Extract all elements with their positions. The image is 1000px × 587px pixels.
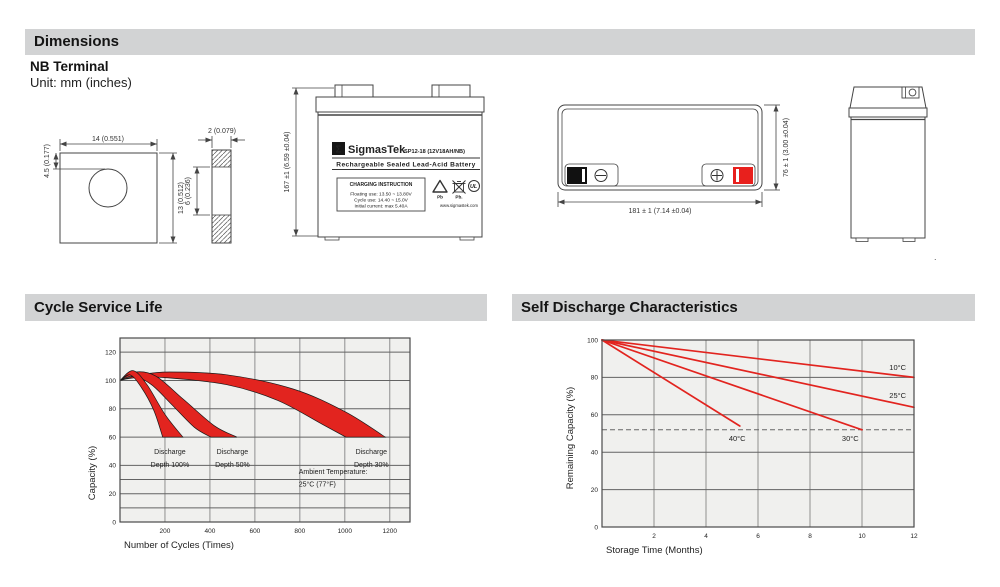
chart-annotation: Discharge <box>154 449 186 457</box>
website-text: www.sigmastek.com <box>440 203 478 208</box>
series-label: 25°C <box>889 390 907 400</box>
x-tick-label: 600 <box>249 528 261 535</box>
y-tick-label: 120 <box>105 349 116 357</box>
y-tick-label: 40 <box>590 449 598 457</box>
terminal-plate-drawing <box>25 118 285 258</box>
battery-type-line: Rechargeable Sealed Lead-Acid Battery <box>336 161 476 169</box>
model-number: SP12-18 (12V18AH/NB) <box>404 149 465 155</box>
x-tick-label: 8 <box>808 533 812 540</box>
charging-line-2: Cycle use: 14.40 ~ 15.0V <box>354 198 408 204</box>
battery-front-view <box>280 78 495 250</box>
chart-annotation: Depth 50% <box>215 461 250 469</box>
ul-mark-label: UL <box>470 184 478 190</box>
x-axis-label: Storage Time (Months) <box>606 545 703 556</box>
top-depth-dim: 76 ± 1 (3.00 ±0.04) <box>783 117 790 178</box>
plate-front-outline <box>60 153 157 243</box>
plate-width-dim: 14 (0.551) <box>92 136 124 143</box>
y-tick-label: 80 <box>590 374 598 382</box>
side-terminal <box>902 87 919 98</box>
front-lid <box>316 97 484 112</box>
y-tick-label: 0 <box>112 519 116 527</box>
battery-top-view <box>540 95 800 225</box>
top-view-outline <box>558 105 762 190</box>
self-discharge-chart <box>540 328 970 568</box>
y-tick-label: 60 <box>590 412 598 420</box>
y-tick-label: 80 <box>108 406 116 414</box>
chart-plot-area <box>87 338 410 551</box>
y-tick-label: 20 <box>590 486 598 494</box>
x-tick-label: 1000 <box>337 528 353 535</box>
minus-symbol-icon <box>595 170 607 182</box>
chart-annotation: Discharge <box>216 449 249 457</box>
front-body <box>318 112 482 237</box>
chart-annotation: Depth 100% <box>150 461 190 469</box>
y-tick-label: 40 <box>108 462 116 470</box>
plate-thickness-dim: 2 (0.079) <box>207 128 237 135</box>
battery-side-view <box>840 80 950 270</box>
section-title-dimensions: Dimensions <box>34 33 120 50</box>
x-axis-label: Number of Cycles (Times) <box>124 540 234 551</box>
series-label: 30°C <box>841 433 859 443</box>
chart-plot-area <box>565 337 918 556</box>
charging-line-3: Initial current: max 5.40A <box>354 204 408 210</box>
pb-recycle-label: Pb <box>437 194 443 200</box>
front-terminal-right <box>432 85 470 97</box>
chart-annotation: Depth 30% <box>354 461 389 469</box>
section-header-self-discharge <box>512 294 975 321</box>
x-tick-label: 1200 <box>382 528 398 535</box>
section-header-dimensions <box>25 29 975 55</box>
unit-note: Unit: mm (inches) <box>30 75 132 90</box>
x-tick-label: 800 <box>294 528 306 535</box>
brand-name: SigmasTek <box>348 144 406 156</box>
x-tick-label: 2 <box>652 533 656 540</box>
x-tick-label: 400 <box>204 528 216 535</box>
charging-line-1: Floating use: 13.50 ~ 13.80V <box>350 192 412 198</box>
y-tick-label: 100 <box>587 337 598 345</box>
terminal-type-heading: NB Terminal <box>30 59 109 74</box>
y-tick-label: 0 <box>594 524 598 532</box>
brand-logo-glyph: Σ <box>335 144 342 156</box>
section-title-cycle: Cycle Service Life <box>34 299 163 316</box>
battery-height-dim: 167 ±1 (6.59 ±0.04) <box>284 131 291 193</box>
y-tick-label: 20 <box>108 490 116 498</box>
front-terminal-left <box>335 85 373 97</box>
x-tick-label: 10 <box>858 533 866 540</box>
chart-annotation: Discharge <box>355 449 388 457</box>
plate-hole-height-dim: 6 (0.236) <box>185 176 192 206</box>
x-tick-label: 4 <box>704 533 708 540</box>
section-title-self-discharge: Self Discharge Characteristics <box>521 299 738 316</box>
top-width-dim: 181 ± 1 (7.14 ±0.04) <box>628 208 692 215</box>
y-tick-label: 60 <box>108 434 116 442</box>
plus-symbol-icon <box>711 170 723 182</box>
chart-annotation: Ambient Temperature: <box>298 468 368 476</box>
x-tick-label: 12 <box>910 533 918 540</box>
y-axis-label: Remaining Capacity (%) <box>565 386 576 490</box>
x-tick-label: 6 <box>756 533 760 540</box>
charging-title: CHARGING INSTRUCTION <box>349 182 413 188</box>
stray-dot: . <box>934 252 937 262</box>
side-body <box>851 117 925 238</box>
section-header-cycle-service-life <box>25 294 487 321</box>
series-label: 10°C <box>889 362 907 372</box>
y-axis-label: Capacity (%) <box>87 445 98 501</box>
plate-height-dim: 13 (0.512) <box>178 182 185 214</box>
pb-trash-label: Pb. <box>455 194 463 200</box>
chart-annotation: 25°C (77°F) <box>298 481 336 489</box>
x-tick-label: 200 <box>159 528 171 535</box>
cycle-service-life-chart <box>55 328 450 568</box>
series-label: 40°C <box>728 433 746 443</box>
y-tick-label: 100 <box>105 377 116 385</box>
plate-hole-offset-dim: 4.5 (0.177) <box>44 144 51 178</box>
